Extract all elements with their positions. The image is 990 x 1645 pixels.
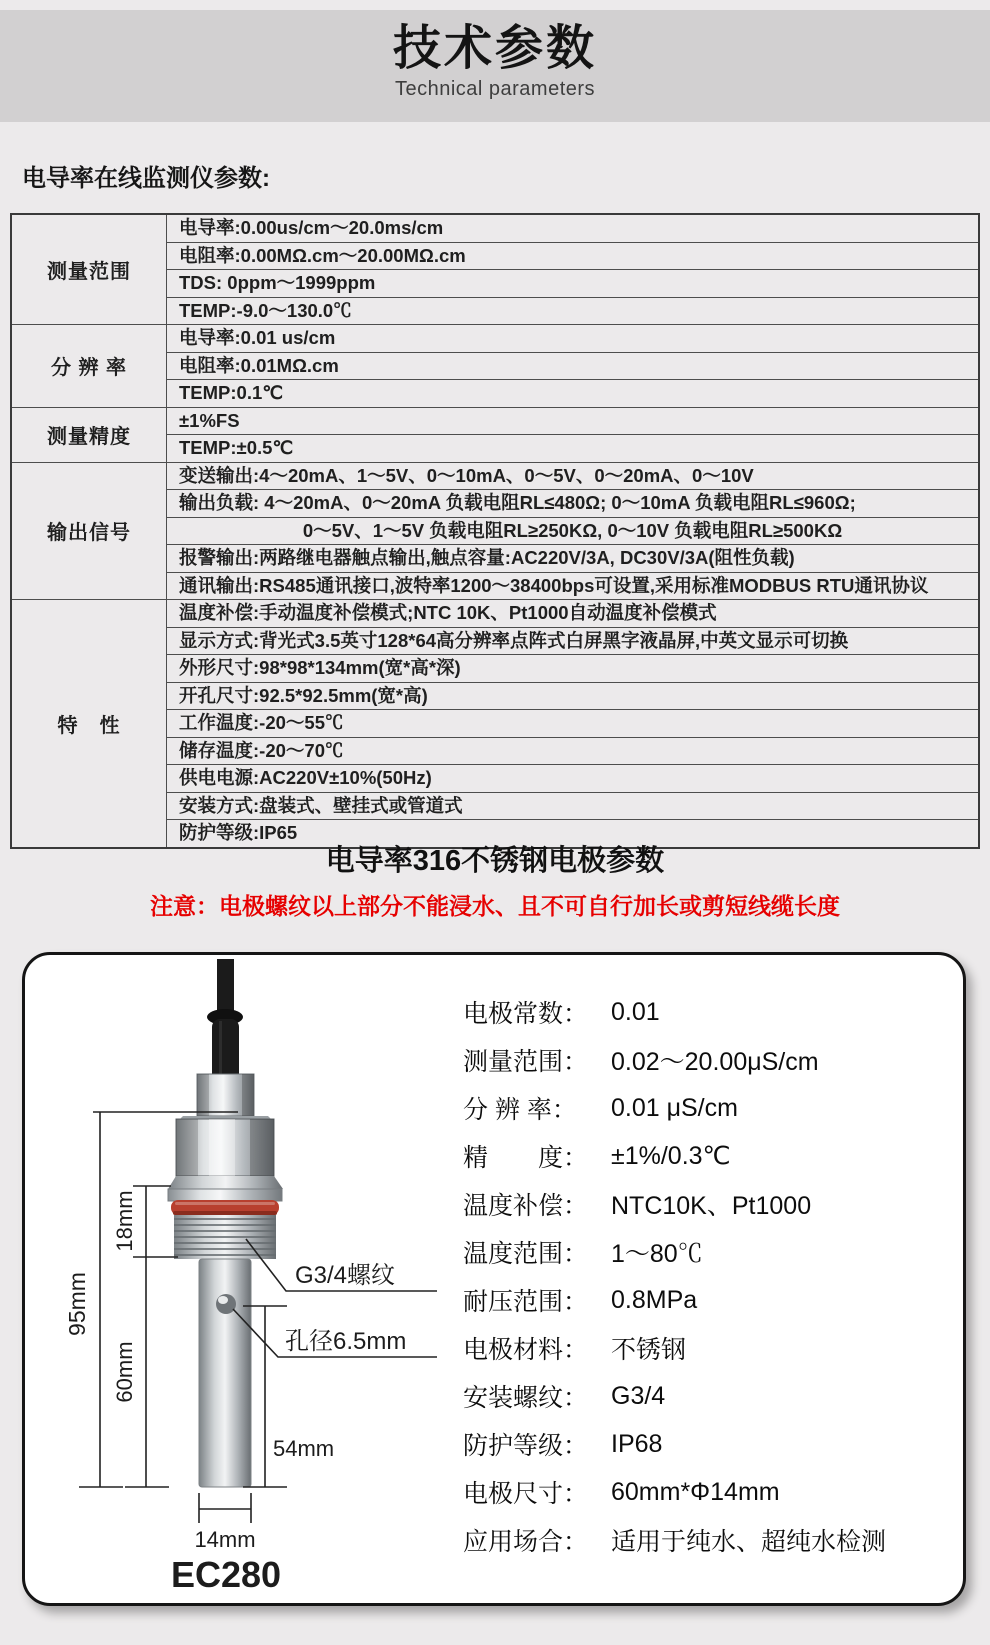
spec-label: 温度范围： <box>463 1240 589 1268</box>
monitor-spec-table <box>10 213 980 849</box>
header-banner <box>0 10 990 122</box>
dim-18mm-label: 18mm <box>112 1190 137 1252</box>
table-value-cell: 安装方式:盘装式、壁挂式或管道式 <box>167 792 980 820</box>
spec-label: 电极常数： <box>463 1000 589 1028</box>
table-value-cell: 工作温度:-20～55℃ <box>167 710 980 738</box>
table-value-cell: 储存温度:-20～70℃ <box>167 737 980 765</box>
table-value-cell: TEMP:±0.5℃ <box>167 435 980 463</box>
table-row <box>11 325 979 353</box>
electrode-warning-note: 注意：电极螺纹以上部分不能浸水、且不可自行加长或剪短线缆长度 <box>150 893 840 919</box>
table-value-cell: 0～5V、1～5V 负载电阻RL≥250KΩ, 0～10V 负载电阻RL≥500KΩ <box>167 517 980 545</box>
spec-label: 分 辨 率： <box>463 1096 577 1124</box>
spec-label: 应用场合： <box>463 1528 589 1556</box>
table-group-label: 测量范围 <box>11 214 167 325</box>
spec-row <box>463 1516 955 1564</box>
spec-label: 耐压范围： <box>463 1288 589 1316</box>
spec-value: 适用于纯水、超纯水检测 <box>611 1528 887 1556</box>
electrode-spec-list <box>463 988 955 1564</box>
electrode-shaft <box>199 1259 251 1487</box>
spec-value: 0.02～20.00μS/cm <box>611 1048 819 1076</box>
table-row <box>11 407 979 435</box>
spec-row <box>463 1372 955 1420</box>
monitor-spec-table-body <box>11 214 979 848</box>
spec-row <box>463 988 955 1036</box>
flange-disk <box>168 1189 282 1201</box>
spec-row <box>463 1132 955 1180</box>
spec-value: 1～80℃ <box>611 1240 703 1268</box>
table-value-cell: 电阻率:0.01MΩ.cm <box>167 352 980 380</box>
dim-lines-14mm <box>199 1493 251 1523</box>
table-group-label: 分 辨 率 <box>11 325 167 408</box>
dim-60mm-label: 60mm <box>112 1341 137 1403</box>
table-value-cell: 电导率:0.01 us/cm <box>167 325 980 353</box>
page-title: 技术参数 <box>392 22 597 75</box>
table-group-label: 输出信号 <box>11 462 167 600</box>
spec-label: 防护等级： <box>463 1432 589 1460</box>
dim-95mm-label: 95mm <box>64 1272 90 1336</box>
electrode-section-heading: 电导率316不锈钢电极参数 <box>325 845 665 877</box>
spec-row <box>463 1084 955 1132</box>
spec-row <box>463 1276 955 1324</box>
spec-value: IP68 <box>611 1429 663 1458</box>
spec-row <box>463 1228 955 1276</box>
electrode-card <box>22 952 966 1606</box>
spec-value: ±1%/0.3℃ <box>611 1142 731 1170</box>
spec-label: 电极尺寸： <box>463 1480 589 1508</box>
cable <box>217 959 234 1015</box>
spec-label: 安装螺纹： <box>463 1384 589 1412</box>
model-label: EC280 <box>170 1554 282 1595</box>
table-value-cell: 输出负载: 4～20mA、0～20mA 负载电阻RL≤480Ω; 0～10mA 负载电阻RL≤960Ω; <box>167 490 980 518</box>
table-value-cell: 显示方式:背光式3.5英寸128*64高分辨率点阵式白屏黑字液晶屏,中英文显示可切换 <box>167 627 980 655</box>
dim-14mm-label: 14mm <box>194 1527 256 1552</box>
table-row <box>11 214 979 242</box>
table-value-cell: 电导率:0.00us/cm～20.0ms/cm <box>167 214 980 242</box>
spec-value: 0.01 μS/cm <box>611 1093 738 1122</box>
spec-label: 电极材料： <box>463 1336 589 1364</box>
spec-value: 不锈钢 <box>611 1336 687 1364</box>
table-value-cell: 温度补偿:手动温度补偿模式;NTC 10K、Pt1000自动温度补偿模式 <box>167 600 980 628</box>
spec-row <box>463 1180 955 1228</box>
thread-callout-label: G3/4螺纹 <box>295 1262 396 1289</box>
table-group-label: 特 性 <box>11 600 167 848</box>
electrode-photo <box>33 959 445 1599</box>
table-value-cell: 通讯输出:RS485通讯接口,波特率1200～38400bps可设置,采用标准MODBUS RTU通讯协议 <box>167 572 980 600</box>
table-value-cell: 变送输出:4～20mA、1～5V、0～10mA、0～5V、0～20mA、0～10V <box>167 462 980 490</box>
table-value-cell: TEMP:0.1℃ <box>167 380 980 408</box>
spec-row <box>463 1324 955 1372</box>
table-value-cell: 供电电源:AC220V±10%(50Hz) <box>167 765 980 793</box>
page-subtitle: Technical parameters <box>394 78 596 100</box>
monitor-section-heading: 电导率在线监测仪参数: <box>22 165 270 192</box>
table-value-cell: TDS: 0ppm～1999ppm <box>167 270 980 298</box>
table-value-cell: ±1%FS <box>167 407 980 435</box>
table-row <box>11 600 979 628</box>
table-value-cell: TEMP:-9.0～130.0℃ <box>167 297 980 325</box>
shoulder <box>168 1176 283 1189</box>
spec-label: 测量范围： <box>463 1048 589 1076</box>
table-value-cell: 开孔尺寸:92.5*92.5mm(宽*高) <box>167 682 980 710</box>
spec-row <box>463 1420 955 1468</box>
spec-value: 0.01 <box>611 997 660 1026</box>
spec-row <box>463 1036 955 1084</box>
table-row <box>11 462 979 490</box>
table-group-label: 测量精度 <box>11 407 167 462</box>
spec-value: 0.8MPa <box>611 1285 698 1314</box>
table-value-cell: 防护等级:IP65 <box>167 820 980 848</box>
table-value-cell: 电阻率:0.00MΩ.cm～20.00MΩ.cm <box>167 242 980 270</box>
dim-54mm-label: 54mm <box>273 1436 335 1461</box>
spec-value: G3/4 <box>611 1381 666 1410</box>
spec-value: 60mm*Φ14mm <box>611 1477 780 1506</box>
hole-callout-label: 孔径6.5mm <box>285 1328 407 1355</box>
table-value-cell: 外形尺寸:98*98*134mm(宽*高*深) <box>167 655 980 683</box>
spec-label: 温度补偿： <box>463 1192 589 1220</box>
spec-label: 精 度： <box>463 1144 589 1172</box>
spec-row <box>463 1468 955 1516</box>
table-value-cell: 报警输出:两路继电器触点输出,触点容量:AC220V/3A, DC30V/3A(阻性负载) <box>167 545 980 573</box>
spec-value: NTC10K、Pt1000 <box>611 1192 812 1220</box>
